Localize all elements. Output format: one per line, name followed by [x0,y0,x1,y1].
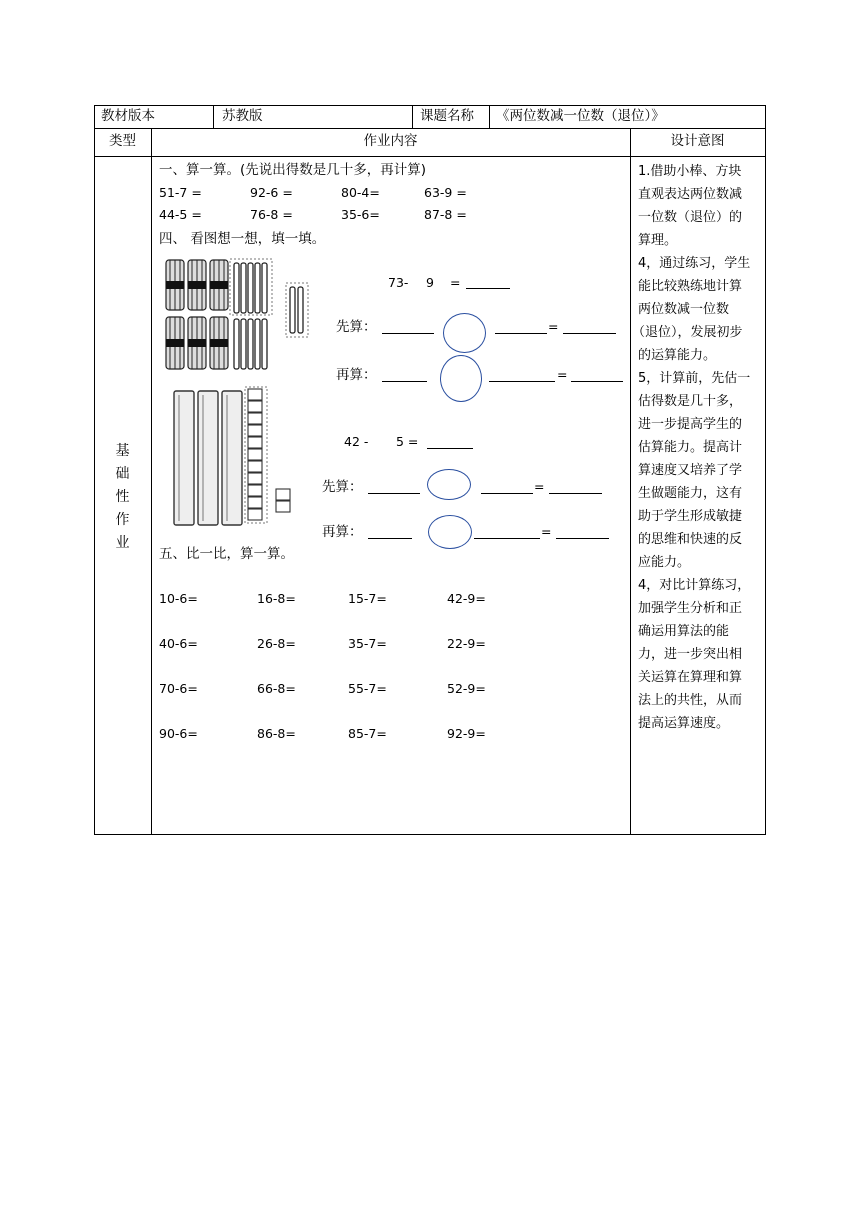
intent-line: 一位数（退位）的 [638,210,743,225]
answer-blank[interactable] [382,321,434,334]
exercise: 26-8= [257,636,296,651]
equation-part: 5 = [396,434,419,449]
equation-part: 73- [388,275,409,290]
intent-line: 1.借助小棒、方块 [638,164,742,179]
table-divider [213,105,214,128]
equation-part: = [450,275,461,290]
exercise: 86-8= [257,726,296,741]
then-step-label: 再算： [322,524,363,540]
type-char: 础 [115,466,130,482]
table-divider [412,105,413,128]
type-char: 业 [115,535,130,551]
section1-title: 一、算一算。(先说出得数是几十多，再计算) [159,162,427,178]
exercise: 15-7= [348,591,387,606]
first-step-label: 先算： [322,479,363,495]
exercise: 87-8 = [424,207,467,222]
then-step-label: 再算： [336,367,377,383]
exercise: 76-8 = [250,207,293,222]
intent-line: 的运算能力。 [638,348,717,363]
operator-circle[interactable] [428,515,472,549]
answer-blank[interactable] [549,481,602,494]
exercise: 63-9 = [424,185,467,200]
type-char: 作 [115,512,130,528]
base-ten-blocks-image [160,385,300,530]
exercise: 44-5 = [159,207,202,222]
intent-line: 4，通过练习，学生 [638,256,751,271]
type-char: 性 [115,489,130,505]
exercise: 70-6= [159,681,198,696]
column-header-type: 类型 [109,133,136,149]
intent-line: 关运算在算理和算 [638,670,743,685]
intent-line: （退位），发展初步 [632,325,743,340]
exercise: 10-6= [159,591,198,606]
edition-value: 苏教版 [222,108,263,124]
intent-line: 5，计算前，先估一 [638,371,751,386]
table-divider [151,128,152,834]
intent-line: 估算能力。提高计 [638,440,743,455]
answer-blank[interactable] [466,276,510,289]
answer-blank[interactable] [563,321,616,334]
intent-line: 进一步提高学生的 [638,417,743,432]
topic-label: 课题名称 [420,108,474,124]
equation-part: 9 [426,275,434,290]
exercise: 55-7= [348,681,387,696]
equals-sign: = [557,367,568,382]
table-divider [94,156,766,157]
answer-blank[interactable] [382,369,427,382]
intent-line: 加强学生分析和正 [638,601,743,616]
exercise: 16-8= [257,591,296,606]
answer-blank[interactable] [368,481,420,494]
intent-line: 力，进一步突出相 [638,647,743,662]
answer-blank[interactable] [427,436,473,449]
intent-line: 算速度又培养了学 [638,463,743,478]
intent-line: 算理。 [638,233,678,248]
exercise: 22-9= [447,636,486,651]
answer-blank[interactable] [571,369,623,382]
intent-line: 助于学生形成敏捷 [638,509,743,524]
exercise: 42-9= [447,591,486,606]
first-step-label: 先算： [336,319,377,335]
section5-title: 五、比一比，算一算。 [159,546,294,562]
table-divider [94,128,766,129]
edition-label: 教材版本 [101,108,155,124]
exercise: 40-6= [159,636,198,651]
intent-line: 能比较熟练地计算 [638,279,743,294]
exercise: 51-7 = [159,185,202,200]
homework-type [94,440,151,555]
exercise: 35-7= [348,636,387,651]
section4-title: 四、 看图想一想，填一填。 [159,231,326,247]
intent-line: 应能力。 [638,555,691,570]
operator-circle[interactable] [427,469,471,500]
equation-part: 42 - [344,434,369,449]
answer-blank[interactable] [489,369,555,382]
intent-line: 估得数是几十多， [638,394,743,409]
table-border-top [94,105,766,106]
column-header-content: 作业内容 [363,133,418,149]
intent-line: 提高运算速度。 [638,716,730,731]
table-border-right [765,105,766,835]
exercise: 66-8= [257,681,296,696]
answer-blank[interactable] [368,526,412,539]
exercise: 92-9= [447,726,486,741]
intent-line: 两位数减一位数 [638,302,730,317]
equals-sign: = [548,319,559,334]
answer-blank[interactable] [474,526,540,539]
operator-circle[interactable] [440,355,482,402]
intent-line: 4，对比计算练习， [638,578,751,593]
table-border-bottom [94,834,766,835]
answer-blank[interactable] [556,526,609,539]
topic-value: 《两位数减一位数（退位）》 [496,108,665,124]
exercise: 90-6= [159,726,198,741]
exercise: 92-6 = [250,185,293,200]
answer-blank[interactable] [481,481,533,494]
intent-line: 直观表达两位数减 [638,187,743,202]
table-divider [630,128,631,834]
exercise: 85-7= [348,726,387,741]
exercise: 80-4= [341,185,380,200]
answer-blank[interactable] [495,321,547,334]
intent-line: 生做题能力，这有 [638,486,743,501]
stick-bundles-image [160,255,310,375]
intent-line: 的思维和快速的反 [638,532,743,547]
column-header-intent: 设计意图 [670,133,725,149]
equals-sign: = [534,479,545,494]
intent-line: 法上的共性，从而 [638,693,743,708]
type-char: 基 [115,443,130,459]
intent-line: 确运用算法的能 [638,624,730,639]
equals-sign: = [541,524,552,539]
exercise: 35-6= [341,207,380,222]
exercise: 52-9= [447,681,486,696]
table-divider [489,105,490,128]
operator-circle[interactable] [443,313,486,353]
